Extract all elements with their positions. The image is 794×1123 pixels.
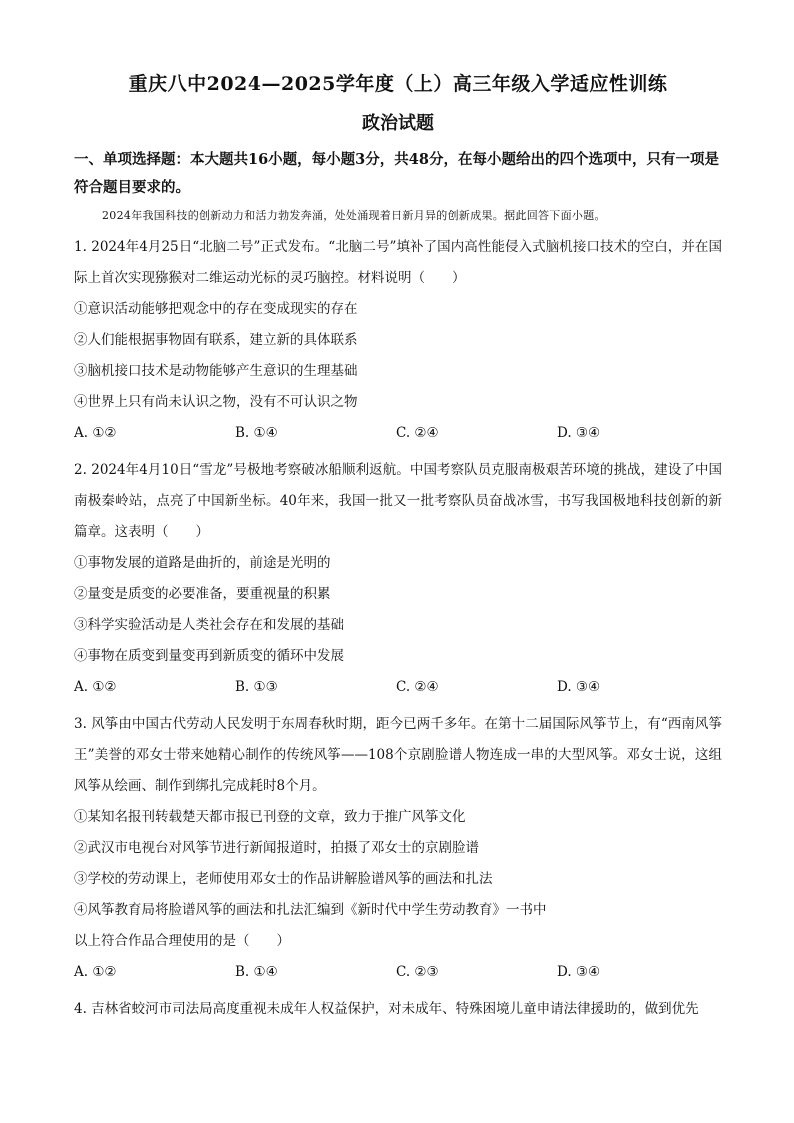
exam-title: 重庆八中2024—2025学年度（上）高三年级入学适应性训练: [128, 73, 668, 95]
option-d: D. ③④: [557, 964, 601, 980]
statement-4: ④风筝教育局将脸谱风筝的画法和扎法汇编到《新时代中学生劳动教育》一书中: [74, 902, 547, 918]
question-stem: 3. 风筝由中国古代劳动人民发明于东周春秋时期，距今已两千多年。在第十二届国际风筝节上，有“西南风筝王”美誉的邓女士带来她精心制作的传统风筝——108个京剧脸谱人物连成一串的大型风筝。邓女士说，这组风筝从绘画、制作到绑扎完成耗时8个月。: [74, 716, 722, 794]
answer-options: [74, 418, 722, 449]
statement-1: ①事物发展的道路是曲折的，前途是光明的: [74, 555, 331, 571]
question-stem: 4. 吉林省蛟河市司法局高度重视未成年人权益保护，对未成年、特殊困境儿童申请法律援助的，做到优先: [74, 1001, 699, 1017]
statement-1: ①意识活动能够把观念中的存在变成现实的存在: [74, 301, 358, 317]
section-intro: 2024年我国科技的创新动力和活力勃发奔涌，处处涌现着日新月异的创新成果。据此回答下面小题。: [102, 209, 606, 222]
question-stem: 2. 2024年4月10日“雪龙”号极地考察破冰船顺利返航。中国考察队员克服南极艰苦环境的挑战，建设了中国南极秦岭站，点亮了中国新坐标。40年来，我国一批又一批考察队员奋战冰雪，书写我国极地科技创新的新篇章。这表明（ ）: [74, 462, 722, 540]
statement-3: ③脑机接口技术是动物能够产生意识的生理基础: [74, 363, 358, 379]
exam-subject-title: 政治试题: [362, 113, 434, 134]
question-4: [74, 994, 722, 1025]
statement-3: ③科学实验活动是人类社会存在和发展的基础: [74, 617, 344, 633]
option-b: B. ①④: [235, 425, 278, 441]
question-stem: 1. 2024年4月25日“北脑二号”正式发布。“北脑二号”填补了国内高性能侵入式脑机接口技术的空白，并在国际上首次实现猕猴对二维运动光标的灵巧脑控。材料说明（ ）: [74, 239, 722, 286]
statement-2: ②量变是质变的必要准备，要重视量的积累: [74, 586, 331, 602]
section-heading: 一、单项选择题：本大题共16小题，每小题3分，共48分，在每小题给出的四个选项中，只有一项是符合题目要求的。: [74, 151, 719, 196]
question-3: [74, 709, 722, 988]
statement-4: ④事物在质变到量变再到新质变的循环中发展: [74, 648, 344, 664]
question-1: [74, 232, 722, 449]
answer-options: [74, 672, 722, 703]
option-b: B. ①③: [235, 679, 278, 695]
statement-3: ③学校的劳动课上，老师使用邓女士的作品讲解脸谱风筝的画法和扎法: [74, 871, 493, 887]
option-c: C. ②③: [396, 964, 439, 980]
statement-2: ②武汉市电视台对风筝节进行新闻报道时，拍摄了邓女士的京剧脸谱: [74, 840, 479, 856]
statement-2: ②人们能根据事物固有联系，建立新的具体联系: [74, 332, 358, 348]
option-a: A. ①②: [74, 679, 117, 695]
option-b: B. ①④: [235, 964, 278, 980]
statement-4: ④世界上只有尚未认识之物，没有不可认识之物: [74, 394, 358, 410]
option-d: D. ③④: [557, 679, 601, 695]
option-d: D. ③④: [557, 425, 601, 441]
option-c: C. ②④: [396, 679, 439, 695]
option-a: A. ①②: [74, 964, 117, 980]
question-2: [74, 455, 722, 703]
option-a: A. ①②: [74, 425, 117, 441]
answer-options: [74, 957, 722, 988]
statement-1: ①某知名报刊转载楚天都市报已刊登的文章，致力于推广风筝文化: [74, 809, 466, 825]
option-c: C. ②④: [396, 425, 439, 441]
question-prompt: 以上符合作品合理使用的是（ ）: [74, 933, 290, 949]
